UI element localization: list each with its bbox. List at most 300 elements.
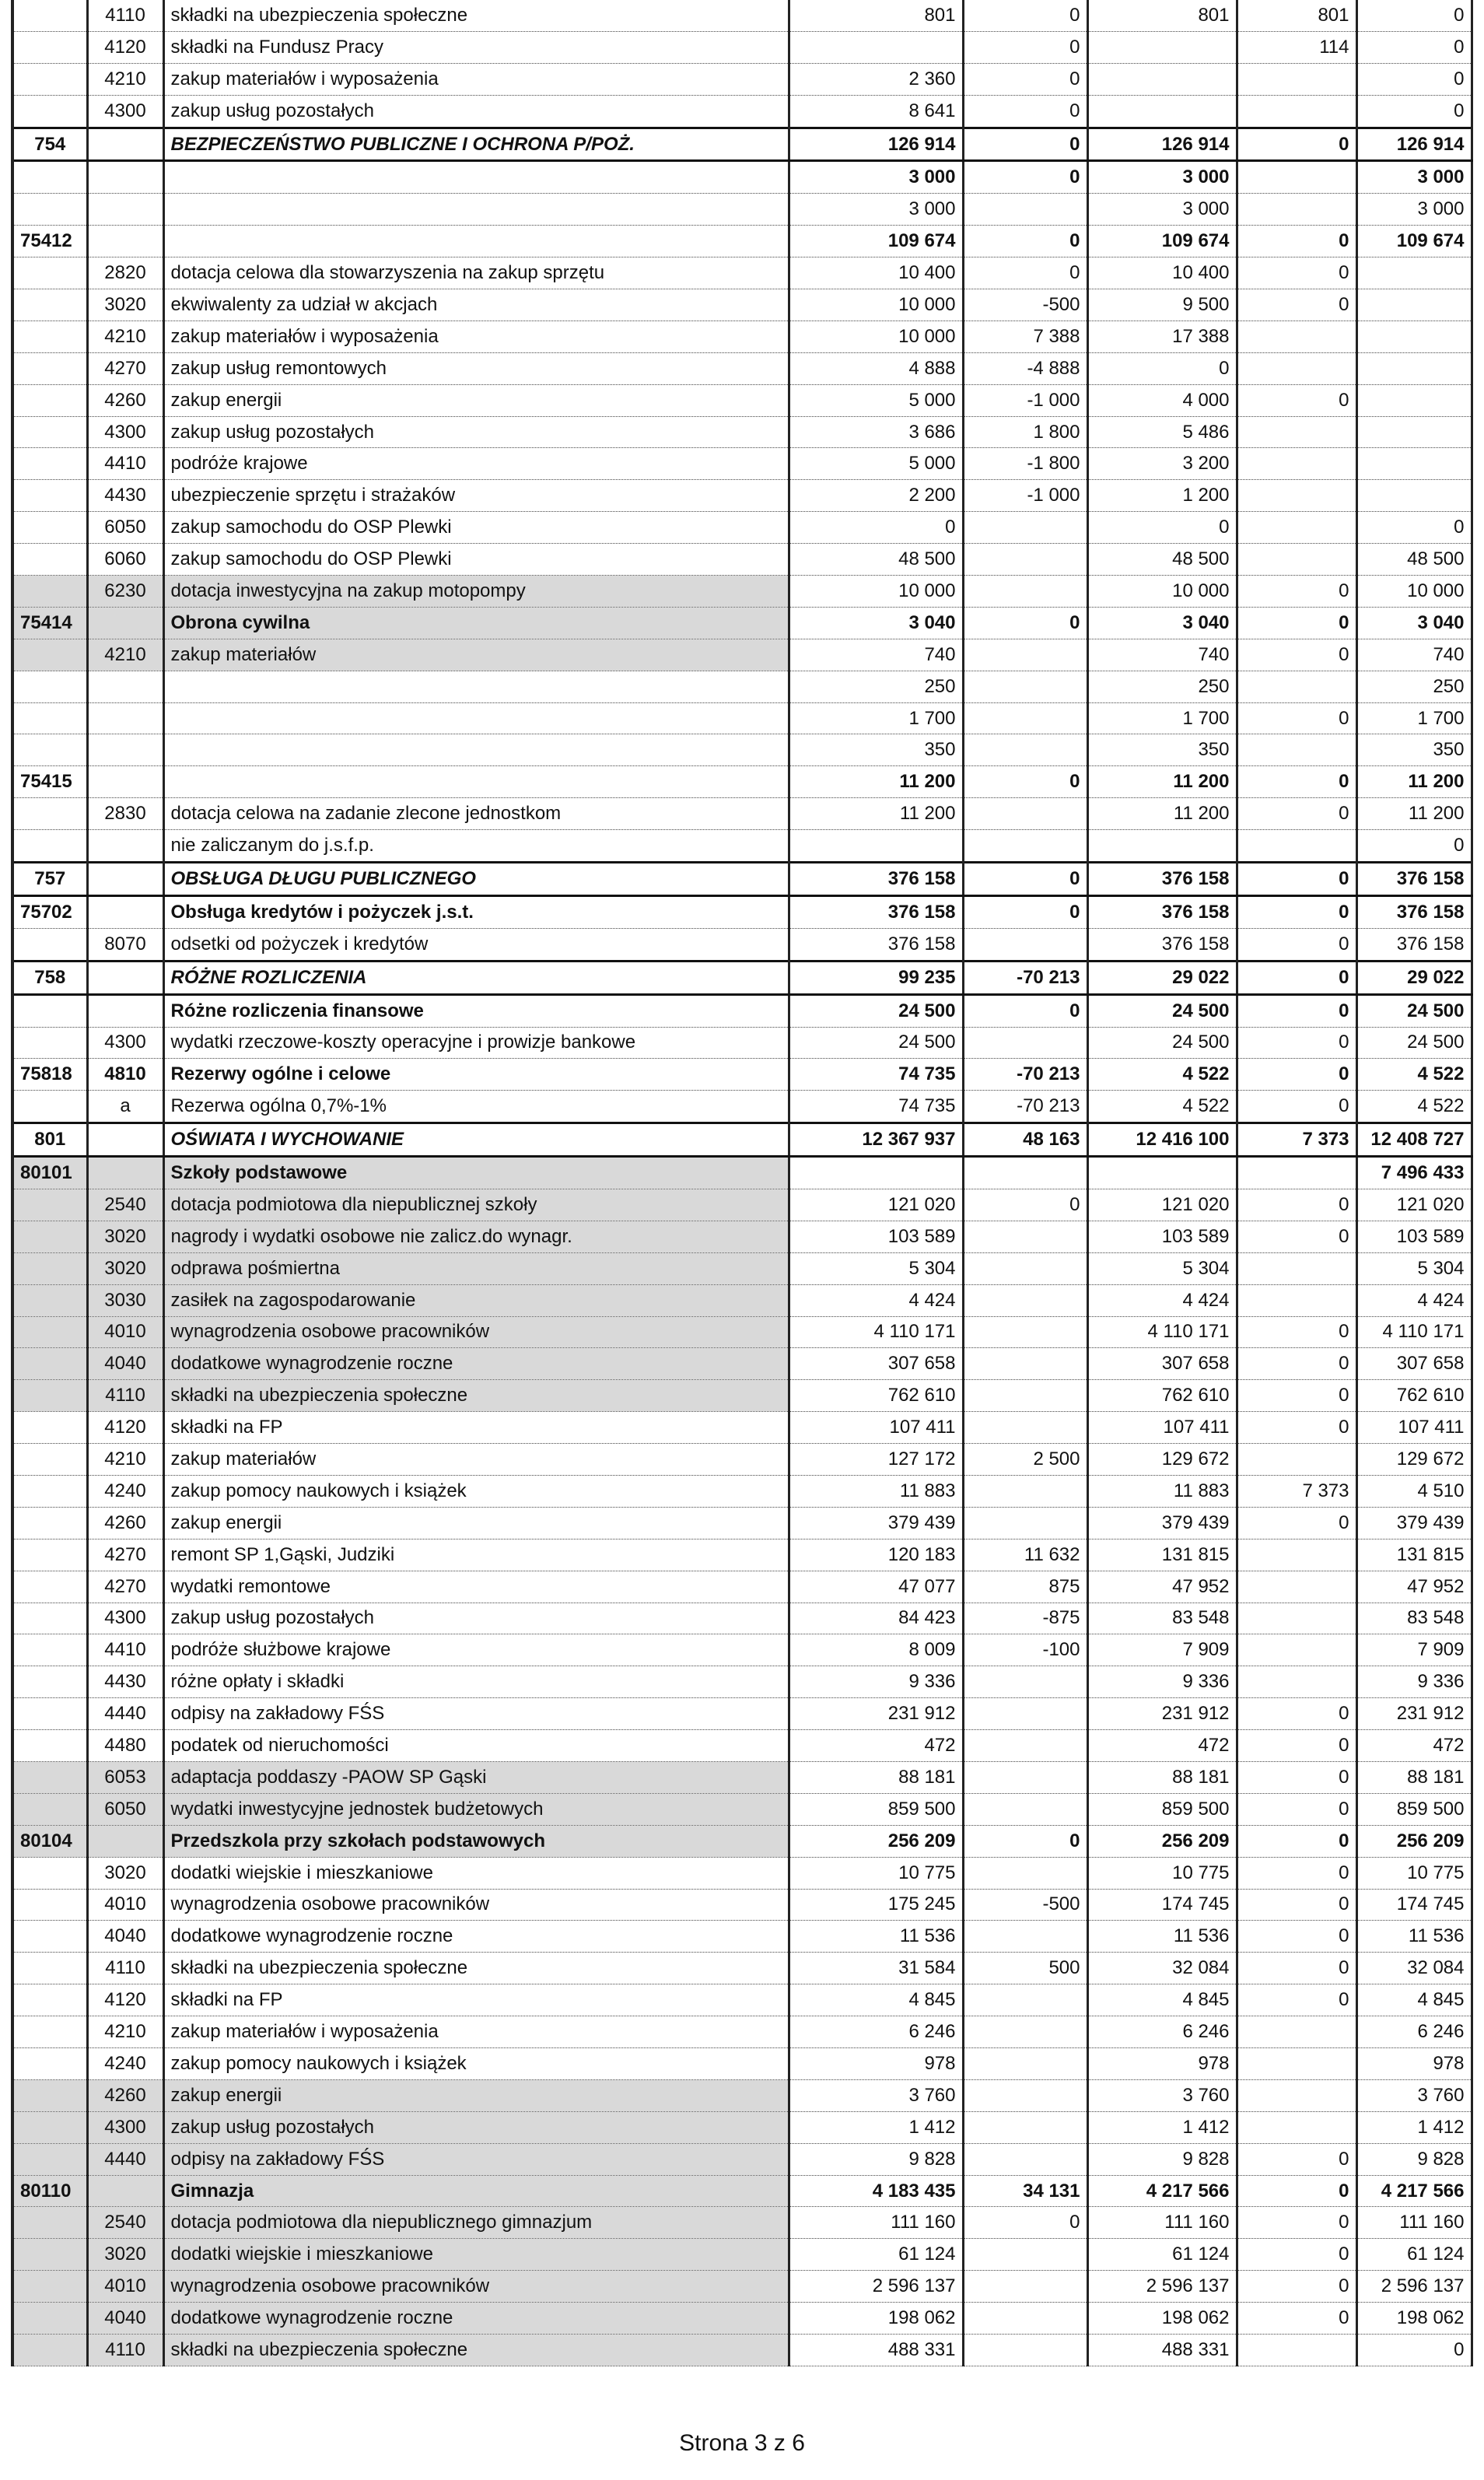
paragraph-code-cell [87,863,163,896]
remaining-amount-cell: 11 200 [1356,766,1472,798]
item-description-cell: remont SP 1,Gąski, Judziki [163,1539,789,1571]
allocated-amount-cell [1237,1252,1356,1284]
remaining-amount-cell: 24 500 [1356,1027,1472,1059]
remaining-amount-cell: 7 496 433 [1356,1157,1472,1189]
section-code-cell [12,2303,87,2335]
change-amount-cell [963,798,1087,830]
amount-after-change-cell: 0 [1087,512,1237,544]
planned-amount-cell: 0 [789,512,963,544]
table-row [12,1698,1472,1730]
item-description-cell: Szkoły podstawowe [163,1157,789,1189]
paragraph-code-cell [87,702,163,734]
item-description-cell: zakup pomocy naukowych i książek [163,1475,789,1507]
amount-after-change-cell: 47 952 [1087,1571,1237,1603]
amount-after-change-cell: 5 486 [1087,416,1237,448]
table-row [12,1221,1472,1252]
allocated-amount-cell [1237,2111,1356,2143]
allocated-amount-cell [1237,734,1356,766]
table-row [12,321,1472,352]
item-description-cell: składki na ubezpieczenia społeczne [163,1380,789,1412]
item-description-cell: składki na Fundusz Pracy [163,31,789,63]
planned-amount-cell: 10 000 [789,289,963,321]
section-code-cell [12,2079,87,2111]
remaining-amount-cell: 978 [1356,2048,1472,2080]
section-code-cell [12,31,87,63]
change-amount-cell [963,2016,1087,2048]
item-description-cell: odpisy na zakładowy FŚS [163,2143,789,2175]
table-row [12,2303,1472,2335]
change-amount-cell [963,1507,1087,1539]
remaining-amount-cell: 0 [1356,0,1472,31]
planned-amount-cell: 10 000 [789,576,963,608]
planned-amount-cell: 11 200 [789,798,963,830]
section-code-cell [12,702,87,734]
change-amount-cell [963,1221,1087,1252]
section-code-cell [12,1444,87,1476]
planned-amount-cell: 4 845 [789,1984,963,2016]
amount-after-change-cell: 4 845 [1087,1984,1237,2016]
item-description-cell: zasiłek na zagospodarowanie [163,1284,789,1316]
table-row [12,1027,1472,1059]
item-description-cell: dodatkowe wynagrodzenie roczne [163,1348,789,1380]
change-amount-cell: 1 800 [963,416,1087,448]
amount-after-change-cell: 307 658 [1087,1348,1237,1380]
change-amount-cell: 0 [963,895,1087,928]
paragraph-code-cell [87,607,163,639]
section-code-cell [12,63,87,95]
table-row [12,576,1472,608]
allocated-amount-cell [1237,1666,1356,1698]
section-code-cell [12,1412,87,1444]
remaining-amount-cell: 10 775 [1356,1857,1472,1889]
change-amount-cell: -70 213 [963,1059,1087,1091]
change-amount-cell [963,1475,1087,1507]
remaining-amount-cell: 379 439 [1356,1507,1472,1539]
paragraph-code-cell: 4240 [87,1475,163,1507]
amount-after-change-cell: 2 596 137 [1087,2271,1237,2303]
change-amount-cell [963,1348,1087,1380]
table-row [12,0,1472,31]
remaining-amount-cell: 61 124 [1356,2239,1472,2271]
section-code-cell: 757 [12,863,87,896]
change-amount-cell: 0 [963,257,1087,289]
table-row [12,384,1472,416]
item-description-cell [163,194,789,226]
amount-after-change-cell: 174 745 [1087,1889,1237,1921]
planned-amount-cell: 376 158 [789,928,963,961]
item-description-cell: zakup usług pozostałych [163,95,789,128]
item-description-cell: zakup usług pozostałych [163,2111,789,2143]
paragraph-code-cell [87,994,163,1027]
remaining-amount-cell: 88 181 [1356,1761,1472,1793]
section-code-cell [12,448,87,480]
remaining-amount-cell [1356,257,1472,289]
change-amount-cell: 0 [963,63,1087,95]
remaining-amount-cell: 0 [1356,512,1472,544]
section-code-cell [12,1634,87,1666]
allocated-amount-cell: 0 [1237,895,1356,928]
allocated-amount-cell: 114 [1237,31,1356,63]
section-code-cell [12,1507,87,1539]
item-description-cell: wynagrodzenia osobowe pracowników [163,1316,789,1348]
remaining-amount-cell: 7 909 [1356,1634,1472,1666]
section-code-cell [12,289,87,321]
remaining-amount-cell: 4 522 [1356,1091,1472,1123]
section-code-cell [12,321,87,352]
remaining-amount-cell: 5 304 [1356,1252,1472,1284]
section-code-cell [12,1348,87,1380]
planned-amount-cell: 4 424 [789,1284,963,1316]
section-code-cell [12,2207,87,2239]
allocated-amount-cell [1237,161,1356,194]
paragraph-code-cell [87,961,163,994]
table-row [12,1091,1472,1123]
allocated-amount-cell [1237,1157,1356,1189]
table-row [12,480,1472,512]
allocated-amount-cell: 0 [1237,2175,1356,2207]
amount-after-change-cell: 4 217 566 [1087,2175,1237,2207]
item-description-cell [163,161,789,194]
change-amount-cell [963,1984,1087,2016]
item-description-cell: zakup usług remontowych [163,352,789,384]
allocated-amount-cell: 0 [1237,1348,1356,1380]
paragraph-code-cell: 2830 [87,798,163,830]
paragraph-code-cell: 4110 [87,1380,163,1412]
paragraph-code-cell: 6050 [87,1793,163,1825]
planned-amount-cell: 24 500 [789,1027,963,1059]
section-code-cell [12,830,87,863]
remaining-amount-cell: 109 674 [1356,226,1472,257]
item-description-cell: ubezpieczenie sprzętu i strażaków [163,480,789,512]
change-amount-cell [963,671,1087,702]
planned-amount-cell: 61 124 [789,2239,963,2271]
section-code-cell [12,1284,87,1316]
table-row [12,2048,1472,2080]
item-description-cell: Przedszkola przy szkołach podstawowych [163,1825,789,1857]
table-row [12,1252,1472,1284]
amount-after-change-cell: 129 672 [1087,1444,1237,1476]
planned-amount-cell: 4 888 [789,352,963,384]
amount-after-change-cell: 24 500 [1087,994,1237,1027]
item-description-cell: dotacja inwestycyjna na zakup motopompy [163,576,789,608]
allocated-amount-cell: 0 [1237,2143,1356,2175]
allocated-amount-cell: 0 [1237,1316,1356,1348]
paragraph-code-cell: 4260 [87,384,163,416]
table-row [12,1825,1472,1857]
remaining-amount-cell [1356,416,1472,448]
section-code-cell [12,95,87,128]
table-row [12,798,1472,830]
paragraph-code-cell: 4430 [87,1666,163,1698]
item-description-cell: dotacja podmiotowa dla niepublicznego gimnazjum [163,2207,789,2239]
change-amount-cell: -500 [963,289,1087,321]
item-description-cell [163,226,789,257]
paragraph-code-cell [87,161,163,194]
section-code-cell: 80101 [12,1157,87,1189]
paragraph-code-cell [87,2175,163,2207]
allocated-amount-cell [1237,544,1356,576]
amount-after-change-cell: 250 [1087,671,1237,702]
amount-after-change-cell: 7 909 [1087,1634,1237,1666]
amount-after-change-cell: 3 760 [1087,2079,1237,2111]
section-code-cell [12,1091,87,1123]
planned-amount-cell: 11 536 [789,1921,963,1953]
section-code-cell [12,480,87,512]
amount-after-change-cell: 126 914 [1087,128,1237,161]
change-amount-cell: 875 [963,1571,1087,1603]
section-code-cell [12,1857,87,1889]
change-amount-cell [963,1412,1087,1444]
remaining-amount-cell: 121 020 [1356,1189,1472,1221]
planned-amount-cell: 376 158 [789,863,963,896]
amount-after-change-cell: 0 [1087,352,1237,384]
table-row [12,2016,1472,2048]
paragraph-code-cell: 4480 [87,1730,163,1762]
paragraph-code-cell: 4210 [87,321,163,352]
item-description-cell: dodatkowe wynagrodzenie roczne [163,1921,789,1953]
remaining-amount-cell: 376 158 [1356,928,1472,961]
paragraph-code-cell: 3020 [87,289,163,321]
planned-amount-cell: 9 828 [789,2143,963,2175]
item-description-cell: podróże służbowe krajowe [163,1634,789,1666]
allocated-amount-cell: 0 [1237,2239,1356,2271]
section-code-cell [12,1761,87,1793]
item-description-cell: RÓŻNE ROZLICZENIA [163,961,789,994]
paragraph-code-cell: 4040 [87,2303,163,2335]
allocated-amount-cell [1237,512,1356,544]
table-row [12,830,1472,863]
change-amount-cell [963,928,1087,961]
item-description-cell: zakup pomocy naukowych i książek [163,2048,789,2080]
change-amount-cell [963,194,1087,226]
item-description-cell: dodatkowe wynagrodzenie roczne [163,2303,789,2335]
item-description-cell: ekwiwalenty za udział w akcjach [163,289,789,321]
amount-after-change-cell: 10 000 [1087,576,1237,608]
amount-after-change-cell [1087,830,1237,863]
table-row [12,734,1472,766]
section-code-cell [12,384,87,416]
item-description-cell: odprawa pośmiertna [163,1252,789,1284]
remaining-amount-cell: 10 000 [1356,576,1472,608]
amount-after-change-cell: 109 674 [1087,226,1237,257]
change-amount-cell [963,2335,1087,2366]
item-description-cell: składki na FP [163,1412,789,1444]
allocated-amount-cell: 0 [1237,1412,1356,1444]
planned-amount-cell: 12 367 937 [789,1123,963,1157]
section-code-cell [12,161,87,194]
planned-amount-cell: 5 000 [789,384,963,416]
change-amount-cell: 7 388 [963,321,1087,352]
remaining-amount-cell: 350 [1356,734,1472,766]
allocated-amount-cell: 0 [1237,607,1356,639]
section-code-cell [12,1027,87,1059]
allocated-amount-cell: 7 373 [1237,1475,1356,1507]
item-description-cell: zakup usług pozostałych [163,1603,789,1634]
remaining-amount-cell: 3 000 [1356,194,1472,226]
change-amount-cell [963,1857,1087,1889]
item-description-cell: składki na ubezpieczenia społeczne [163,2335,789,2366]
section-code-cell [12,1984,87,2016]
table-row [12,1189,1472,1221]
planned-amount-cell: 8 641 [789,95,963,128]
change-amount-cell [963,2143,1087,2175]
paragraph-code-cell: 4210 [87,2016,163,2048]
change-amount-cell: 500 [963,1953,1087,1984]
paragraph-code-cell: 4270 [87,352,163,384]
paragraph-code-cell: 4120 [87,1412,163,1444]
amount-after-change-cell: 107 411 [1087,1412,1237,1444]
section-code-cell [12,416,87,448]
item-description-cell: dodatki wiejskie i mieszkaniowe [163,1857,789,1889]
remaining-amount-cell: 29 022 [1356,961,1472,994]
amount-after-change-cell: 61 124 [1087,2239,1237,2271]
table-row [12,1059,1472,1091]
item-description-cell: podróże krajowe [163,448,789,480]
remaining-amount-cell: 0 [1356,31,1472,63]
remaining-amount-cell [1356,384,1472,416]
change-amount-cell: 0 [963,1825,1087,1857]
change-amount-cell [963,830,1087,863]
paragraph-code-cell: 4010 [87,1889,163,1921]
amount-after-change-cell: 4 110 171 [1087,1316,1237,1348]
planned-amount-cell: 5 304 [789,1252,963,1284]
change-amount-cell: 0 [963,0,1087,31]
amount-after-change-cell [1087,95,1237,128]
table-row [12,95,1472,128]
planned-amount-cell: 4 183 435 [789,2175,963,2207]
paragraph-code-cell: a [87,1091,163,1123]
planned-amount-cell: 120 183 [789,1539,963,1571]
section-code-cell [12,1921,87,1953]
change-amount-cell [963,1380,1087,1412]
change-amount-cell: 0 [963,766,1087,798]
section-code-cell [12,194,87,226]
table-row [12,2335,1472,2366]
table-row [12,1984,1472,2016]
table-row [12,226,1472,257]
remaining-amount-cell: 256 209 [1356,1825,1472,1857]
amount-after-change-cell: 32 084 [1087,1953,1237,1984]
allocated-amount-cell: 0 [1237,1730,1356,1762]
remaining-amount-cell: 4 510 [1356,1475,1472,1507]
amount-after-change-cell: 11 536 [1087,1921,1237,1953]
paragraph-code-cell: 4300 [87,1603,163,1634]
change-amount-cell [963,1921,1087,1953]
allocated-amount-cell [1237,416,1356,448]
remaining-amount-cell [1356,289,1472,321]
remaining-amount-cell: 174 745 [1356,1889,1472,1921]
table-row [12,31,1472,63]
allocated-amount-cell: 0 [1237,257,1356,289]
expenditure-table [11,0,1473,2366]
change-amount-cell: 0 [963,95,1087,128]
change-amount-cell [963,2239,1087,2271]
amount-after-change-cell [1087,63,1237,95]
paragraph-code-cell: 4300 [87,416,163,448]
planned-amount-cell: 10 400 [789,257,963,289]
table-row [12,289,1472,321]
paragraph-code-cell [87,734,163,766]
section-row [12,1123,1472,1157]
item-description-cell: składki na ubezpieczenia społeczne [163,0,789,31]
planned-amount-cell: 3 686 [789,416,963,448]
remaining-amount-cell: 0 [1356,830,1472,863]
remaining-amount-cell: 1 412 [1356,2111,1472,2143]
item-description-cell: zakup materiałów i wyposażenia [163,2016,789,2048]
table-row [12,2143,1472,2175]
allocated-amount-cell [1237,2048,1356,2080]
section-code-cell [12,1666,87,1698]
change-amount-cell: -70 213 [963,961,1087,994]
planned-amount-cell: 2 596 137 [789,2271,963,2303]
change-amount-cell: 11 632 [963,1539,1087,1571]
allocated-amount-cell [1237,95,1356,128]
allocated-amount-cell [1237,2016,1356,2048]
planned-amount-cell: 801 [789,0,963,31]
remaining-amount-cell: 3 040 [1356,607,1472,639]
planned-amount-cell: 2 200 [789,480,963,512]
item-description-cell: Gimnazja [163,2175,789,2207]
table-row [12,1157,1472,1189]
remaining-amount-cell: 859 500 [1356,1793,1472,1825]
allocated-amount-cell [1237,830,1356,863]
table-row [12,702,1472,734]
paragraph-code-cell: 4010 [87,2271,163,2303]
remaining-amount-cell: 11 536 [1356,1921,1472,1953]
amount-after-change-cell: 1 412 [1087,2111,1237,2143]
section-code-cell [12,1603,87,1634]
amount-after-change-cell: 978 [1087,2048,1237,2080]
allocated-amount-cell: 0 [1237,2207,1356,2239]
allocated-amount-cell: 0 [1237,384,1356,416]
amount-after-change-cell: 1 700 [1087,702,1237,734]
amount-after-change-cell: 4 522 [1087,1091,1237,1123]
remaining-amount-cell: 376 158 [1356,863,1472,896]
amount-after-change-cell: 1 200 [1087,480,1237,512]
section-code-cell [12,1475,87,1507]
allocated-amount-cell: 0 [1237,1027,1356,1059]
section-code-cell [12,639,87,671]
allocated-amount-cell: 0 [1237,2271,1356,2303]
table-row [12,2175,1472,2207]
allocated-amount-cell [1237,448,1356,480]
section-code-cell: 75414 [12,607,87,639]
section-row [12,863,1472,896]
change-amount-cell [963,2111,1087,2143]
item-description-cell: zakup energii [163,384,789,416]
allocated-amount-cell: 0 [1237,639,1356,671]
item-description-cell: zakup samochodu do OSP Plewki [163,512,789,544]
item-description-cell: dotacja celowa dla stowarzyszenia na zakup sprzętu [163,257,789,289]
planned-amount-cell: 126 914 [789,128,963,161]
paragraph-code-cell: 4300 [87,2111,163,2143]
planned-amount-cell [789,830,963,863]
change-amount-cell [963,1157,1087,1189]
section-code-cell [12,512,87,544]
remaining-amount-cell: 103 589 [1356,1221,1472,1252]
planned-amount-cell: 198 062 [789,2303,963,2335]
allocated-amount-cell: 0 [1237,928,1356,961]
item-description-cell: nie zaliczanym do j.s.f.p. [163,830,789,863]
allocated-amount-cell [1237,671,1356,702]
planned-amount-cell: 11 200 [789,766,963,798]
amount-after-change-cell: 350 [1087,734,1237,766]
allocated-amount-cell: 0 [1237,1761,1356,1793]
change-amount-cell: -500 [963,1889,1087,1921]
budget-table-page [11,0,1470,2366]
item-description-cell: składki na FP [163,1984,789,2016]
allocated-amount-cell: 0 [1237,1793,1356,1825]
